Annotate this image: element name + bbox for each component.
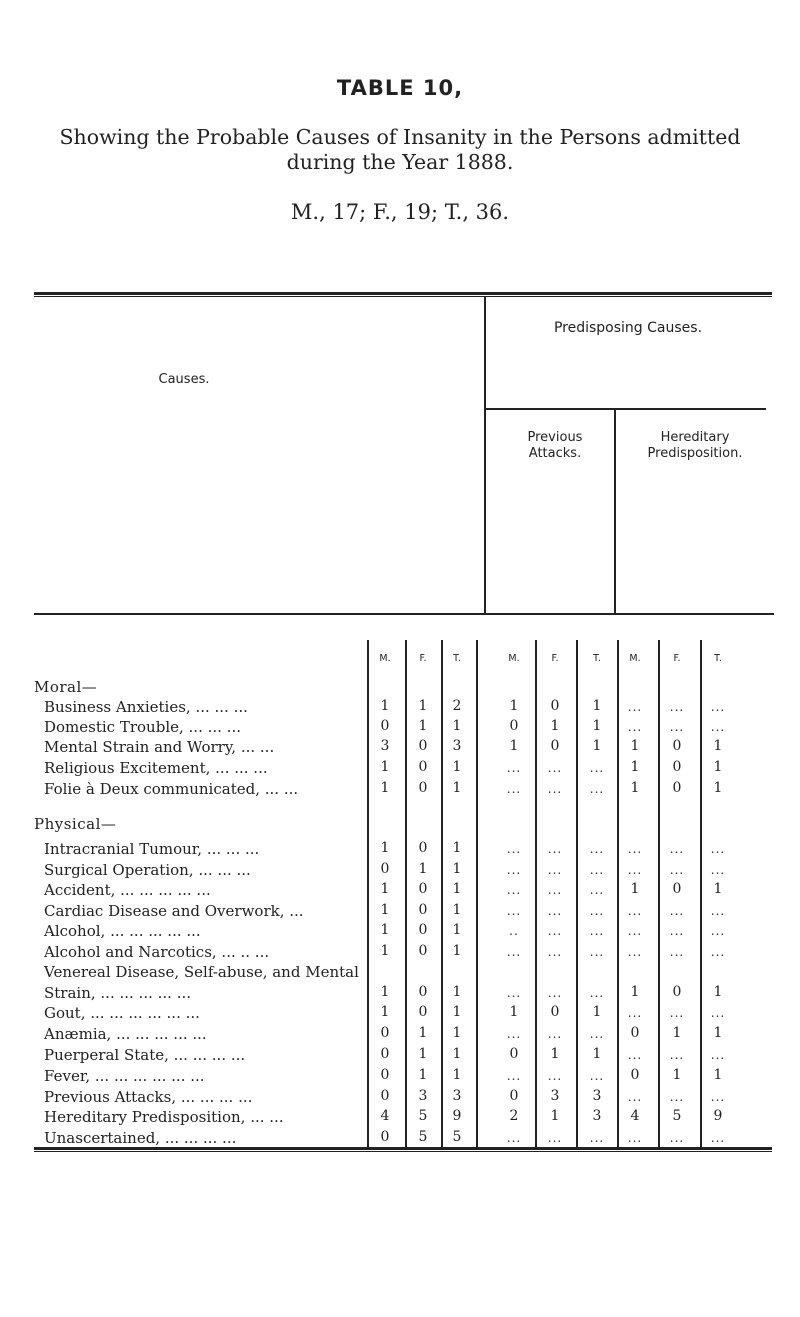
table-cell: ...: [710, 1131, 726, 1145]
table-cell: ...: [589, 1027, 605, 1041]
table-cell: ...: [627, 1048, 643, 1062]
table-cell: 1: [452, 840, 462, 856]
table-cell: 1: [592, 738, 602, 754]
table-cell: 5: [452, 1129, 462, 1145]
table-cell: ...: [547, 863, 563, 877]
table-cell: 1: [452, 861, 462, 877]
table-cell: 5: [672, 1108, 682, 1124]
table-cell: 1: [509, 1004, 519, 1020]
table-cell: ...: [710, 904, 726, 918]
table-cell: ...: [627, 842, 643, 856]
table-cell: 2: [509, 1108, 519, 1124]
table-cell: ...: [627, 1090, 643, 1104]
table-cell: ...: [589, 1131, 605, 1145]
table-cell: ...: [589, 842, 605, 856]
table-cell: 5: [418, 1108, 428, 1124]
table-cell: ...: [627, 945, 643, 959]
table-cell: 1: [592, 1004, 602, 1020]
table-cell: 1: [452, 1046, 462, 1062]
table-cell: ...: [710, 863, 726, 877]
table-cell: 0: [380, 1067, 390, 1083]
table-cell: ...: [506, 945, 522, 959]
table-cell: 0: [418, 759, 428, 775]
header-bottom-rule: [34, 613, 774, 615]
table-cell: ...: [547, 1131, 563, 1145]
table-cell: ...: [589, 1069, 605, 1083]
row-label: Domestic Trouble, ... ... ...: [44, 718, 241, 736]
table-cell: 9: [713, 1108, 723, 1124]
table-cell: ...: [669, 700, 685, 714]
table-cell: 1: [592, 1046, 602, 1062]
table-cell: 3: [452, 738, 462, 754]
row-label: Hereditary Predisposition, ... ...: [44, 1108, 284, 1126]
table-cell: 0: [550, 698, 560, 714]
table-cell: ...: [627, 700, 643, 714]
table-cell: 0: [380, 718, 390, 734]
table-cell: ...: [710, 1006, 726, 1020]
row-label: Alcohol, ... ... ... ... ...: [44, 922, 201, 940]
table-cell: 3: [550, 1088, 560, 1104]
table-cell: 1: [380, 984, 390, 1000]
column-header-0: M.: [379, 653, 391, 664]
predisposing-header: Predisposing Causes.: [553, 320, 703, 336]
table-cell: 1: [452, 1067, 462, 1083]
table-cell: 3: [418, 1088, 428, 1104]
column-header-5: T.: [593, 653, 601, 664]
table-cell: 0: [418, 881, 428, 897]
table-cell: 1: [380, 759, 390, 775]
table-cell: 3: [452, 1088, 462, 1104]
row-label: Intracranial Tumour, ... ... ...: [44, 840, 260, 858]
table-cell: ...: [589, 883, 605, 897]
table-top-rule-thin: [34, 296, 772, 297]
column-header-3: M.: [508, 653, 520, 664]
table-cell: 1: [380, 780, 390, 796]
table-cell: ...: [506, 1069, 522, 1083]
table-cell: ...: [506, 1027, 522, 1041]
table-title: TABLE 10,: [336, 76, 464, 100]
table-cell: ...: [669, 1006, 685, 1020]
table-cell: 1: [452, 780, 462, 796]
table-cell: 5: [418, 1129, 428, 1145]
row-label: Puerperal State, ... ... ... ...: [44, 1046, 246, 1064]
table-cell: 1: [550, 1108, 560, 1124]
table-cell: 0: [380, 861, 390, 877]
section-physical: Physical—: [34, 815, 117, 833]
table-cell: ...: [547, 842, 563, 856]
table-cell: 0: [630, 1067, 640, 1083]
column-header-7: F.: [673, 653, 681, 664]
row-label: Surgical Operation, ... ... ...: [44, 861, 251, 879]
table-cell: ...: [589, 924, 605, 938]
table-cell: 1: [452, 759, 462, 775]
table-cell: 4: [630, 1108, 640, 1124]
row-label: Venereal Disease, Self-abuse, and Mental: [44, 963, 359, 981]
table-cell: ...: [547, 1027, 563, 1041]
table-cell: 0: [672, 780, 682, 796]
table-cell: 0: [380, 1088, 390, 1104]
row-label: Folie à Deux communicated, ... ...: [44, 780, 299, 798]
row-label: Gout, ... ... ... ... ... ...: [44, 1004, 200, 1022]
table-cell: 1: [713, 738, 723, 754]
table-cell: ...: [669, 842, 685, 856]
table-cell: ...: [589, 863, 605, 877]
table-cell: 1: [452, 1025, 462, 1041]
table-cell: 0: [380, 1025, 390, 1041]
table-cell: ...: [589, 904, 605, 918]
table-cell: ...: [669, 904, 685, 918]
previous-attacks-header: Previous Attacks.: [527, 430, 583, 461]
table-cell: 0: [418, 943, 428, 959]
table-bottom-rule: [34, 1147, 772, 1150]
table-cell: ...: [627, 1131, 643, 1145]
column-header-6: M.: [629, 653, 641, 664]
row-label: Cardiac Disease and Overwork, ...: [44, 902, 304, 920]
table-cell: 0: [418, 738, 428, 754]
table-bottom-rule-thin: [34, 1151, 772, 1152]
row-label: Religious Excitement, ... ... ...: [44, 759, 268, 777]
column-header-2: T.: [453, 653, 461, 664]
table-cell: ...: [506, 883, 522, 897]
table-cell: 1: [418, 1046, 428, 1062]
table-cell: 0: [550, 738, 560, 754]
table-cell: 1: [418, 1025, 428, 1041]
table-cell: 0: [672, 881, 682, 897]
table-cell: ..: [509, 924, 519, 938]
table-cell: 1: [380, 943, 390, 959]
table-cell: 1: [592, 718, 602, 734]
table-cell: ...: [547, 782, 563, 796]
table-cell: ...: [506, 1131, 522, 1145]
table-cell: 1: [713, 1067, 723, 1083]
column-divider: [535, 640, 537, 1147]
table-cell: 1: [509, 738, 519, 754]
table-cell: ...: [710, 720, 726, 734]
table-cell: 3: [592, 1108, 602, 1124]
table-cell: ...: [669, 945, 685, 959]
table-cell: 1: [509, 698, 519, 714]
table-cell: ...: [506, 863, 522, 877]
table-cell: 0: [380, 1046, 390, 1062]
table-cell: 1: [380, 881, 390, 897]
table-cell: ...: [669, 863, 685, 877]
causes-divider: [484, 297, 486, 613]
table-cell: ...: [627, 863, 643, 877]
row-label: Business Anxieties, ... ... ...: [44, 698, 248, 716]
table-cell: ...: [627, 1006, 643, 1020]
table-cell: ...: [547, 924, 563, 938]
table-cell: 1: [452, 1004, 462, 1020]
admission-counts: M., 17; F., 19; T., 36.: [290, 200, 510, 224]
table-cell: ...: [506, 904, 522, 918]
row-label: Accident, ... ... ... ... ...: [44, 881, 211, 899]
table-cell: 1: [713, 780, 723, 796]
table-cell: 3: [592, 1088, 602, 1104]
table-cell: ...: [669, 1048, 685, 1062]
table-cell: ...: [589, 986, 605, 1000]
table-cell: ...: [547, 945, 563, 959]
table-cell: 9: [452, 1108, 462, 1124]
table-cell: 1: [713, 1025, 723, 1041]
table-cell: 1: [418, 1067, 428, 1083]
row-label: Unascertained, ... ... ... ...: [44, 1129, 237, 1147]
table-cell: 1: [592, 698, 602, 714]
table-cell: 0: [630, 1025, 640, 1041]
table-cell: ...: [710, 924, 726, 938]
table-cell: 0: [418, 984, 428, 1000]
table-cell: ...: [710, 1090, 726, 1104]
table-cell: 1: [418, 861, 428, 877]
table-cell: 0: [418, 922, 428, 938]
table-cell: 1: [380, 922, 390, 938]
row-label: Previous Attacks, ... ... ... ...: [44, 1088, 253, 1106]
table-cell: 0: [672, 738, 682, 754]
table-cell: 0: [509, 718, 519, 734]
table-cell: ...: [627, 720, 643, 734]
table-cell: 1: [380, 698, 390, 714]
table-cell: 0: [418, 1004, 428, 1020]
table-cell: 1: [630, 780, 640, 796]
column-divider: [576, 640, 578, 1147]
table-cell: ...: [589, 945, 605, 959]
causes-header: Causes.: [158, 372, 210, 387]
table-cell: 0: [672, 984, 682, 1000]
table-cell: ...: [547, 883, 563, 897]
table-cell: 1: [380, 902, 390, 918]
table-cell: 3: [380, 738, 390, 754]
table-cell: 1: [550, 718, 560, 734]
table-cell: 1: [380, 1004, 390, 1020]
table-cell: 1: [452, 881, 462, 897]
table-cell: ...: [547, 761, 563, 775]
column-header-4: F.: [551, 653, 559, 664]
table-cell: 4: [380, 1108, 390, 1124]
table-top-rule: [34, 292, 772, 295]
table-cell: ...: [669, 1090, 685, 1104]
table-cell: ...: [710, 945, 726, 959]
table-cell: ...: [669, 720, 685, 734]
column-header-8: T.: [714, 653, 722, 664]
table-cell: 1: [452, 984, 462, 1000]
row-label: Anæmia, ... ... ... ... ...: [44, 1025, 207, 1043]
table-cell: 0: [418, 780, 428, 796]
table-cell: ...: [506, 986, 522, 1000]
table-cell: ...: [627, 904, 643, 918]
table-cell: 0: [380, 1129, 390, 1145]
table-cell: ...: [506, 782, 522, 796]
table-cell: 1: [418, 718, 428, 734]
hereditary-header: Hereditary Predisposition.: [647, 430, 743, 461]
table-cell: 0: [672, 759, 682, 775]
table-cell: 1: [550, 1046, 560, 1062]
table-cell: ...: [669, 1131, 685, 1145]
table-cell: ...: [547, 904, 563, 918]
table-cell: 0: [509, 1046, 519, 1062]
table-cell: 1: [418, 698, 428, 714]
table-cell: 0: [550, 1004, 560, 1020]
table-cell: 2: [452, 698, 462, 714]
table-cell: ...: [506, 761, 522, 775]
row-label: Mental Strain and Worry, ... ...: [44, 738, 275, 756]
table-cell: ...: [710, 700, 726, 714]
table-cell: ...: [710, 842, 726, 856]
table-cell: 1: [713, 984, 723, 1000]
table-cell: 1: [630, 738, 640, 754]
row-label: Strain, ... ... ... ... ...: [44, 984, 192, 1002]
table-cell: 1: [672, 1025, 682, 1041]
row-label: Alcohol and Narcotics, ... .. ...: [44, 943, 270, 961]
subheader-divider: [614, 408, 616, 613]
table-cell: ...: [669, 924, 685, 938]
table-cell: ...: [547, 1069, 563, 1083]
table-cell: 0: [418, 840, 428, 856]
table-cell: 0: [509, 1088, 519, 1104]
predisposing-underline: [484, 408, 766, 410]
table-cell: 1: [672, 1067, 682, 1083]
table-cell: 1: [630, 984, 640, 1000]
table-cell: 1: [713, 881, 723, 897]
table-cell: 1: [452, 922, 462, 938]
table-cell: 0: [418, 902, 428, 918]
table-cell: ...: [710, 1048, 726, 1062]
table-cell: 1: [630, 881, 640, 897]
table-cell: 1: [630, 759, 640, 775]
table-cell: 1: [452, 902, 462, 918]
table-cell: ...: [547, 986, 563, 1000]
section-moral: Moral—: [34, 678, 98, 696]
table-cell: ...: [589, 782, 605, 796]
table-cell: 1: [452, 718, 462, 734]
column-header-1: F.: [419, 653, 427, 664]
table-cell: ...: [627, 924, 643, 938]
column-divider: [476, 640, 478, 1147]
row-label: Fever, ... ... ... ... ... ...: [44, 1067, 205, 1085]
table-cell: ...: [506, 842, 522, 856]
table-cell: ...: [589, 761, 605, 775]
table-cell: 1: [452, 943, 462, 959]
table-cell: 1: [380, 840, 390, 856]
table-cell: 1: [713, 759, 723, 775]
table-subtitle: Showing the Probable Causes of Insanity in the Persons admitted during the Year 1888.: [59, 125, 741, 174]
